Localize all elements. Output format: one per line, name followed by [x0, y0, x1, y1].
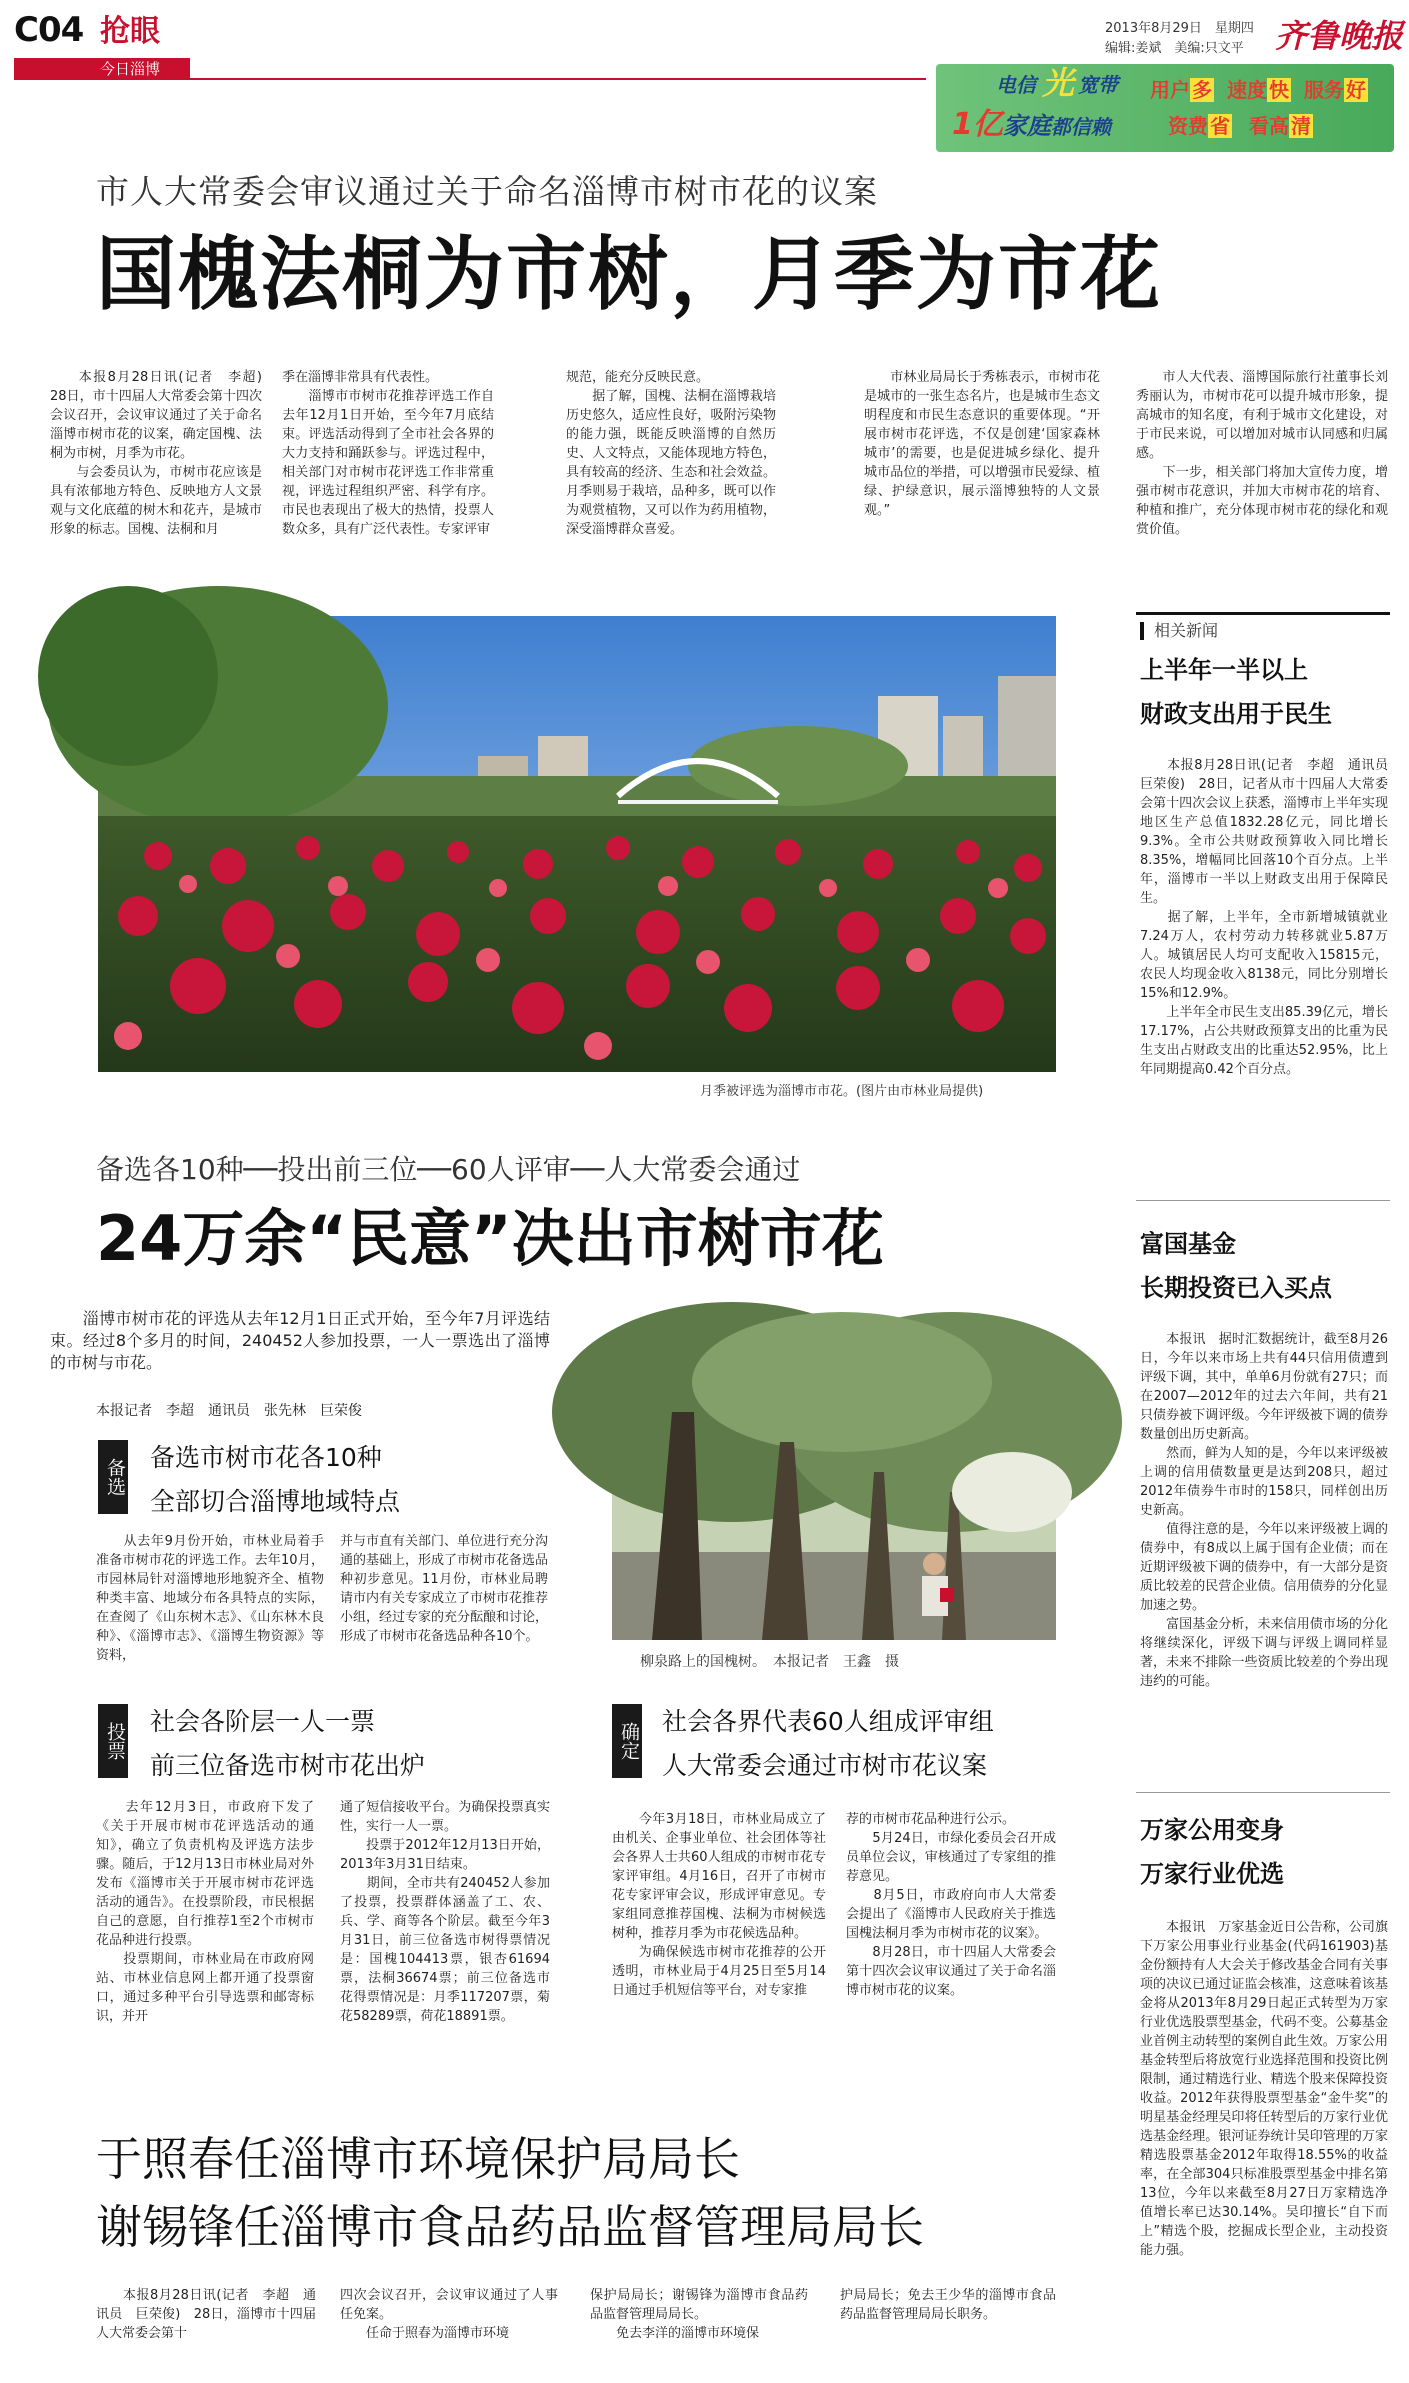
lead-column: 季在淄博非常具有代表性。 淄博市市树市花推荐评选工作自去年12月1日开始，至今年7月底结束。评选活动得到了全市社会各界的大力支持和踊跃参与。评选过程中，相关部门对市树市花评选工作非常重视，评选过程组织严密、科学有序。市民也表现出了极大的热情，投票人数众多，具有广泛代表性。专家评审: [282, 370, 494, 537]
feature-kicker: 备选各10种──投出前三位──60人评审──人大常委会通过: [96, 1153, 801, 1186]
ad-perk-label: 速度: [1226, 78, 1267, 102]
section-title: 抢眼: [100, 14, 160, 49]
rose-garden-photo: [98, 616, 1056, 1072]
section-tag: 确定: [612, 1704, 642, 1778]
personnel-column: 本报8月28日讯(记者 李超 通讯员 巨荣俊) 28日，淄博市十四届人大常委会第十: [96, 2288, 316, 2341]
section-column: 通了短信接收平台。为确保投票真实性，实行一人一票。 投票于2012年12月13日开始，2013年3月31日结束。 期间，全市共有240452人参加了投票，投票群体涵盖了工、农、兵、学、商等各个阶层。截至今年3月31日，前三位备选市树得票情况是：国槐104413票，银杏61694票，法桐36674票；前三位备选市花得票情况是：月季117207票，菊花58289票，荷花18891票。: [340, 1800, 550, 2024]
personnel-column: 保护局局长；谢锡锋为淄博市食品药品监督管理局局长。 免去李洋的淄博市环境保: [590, 2288, 808, 2341]
section-tag: 投票: [98, 1704, 128, 1778]
ad-perk-highlight: 好: [1345, 78, 1366, 102]
sidebar-label: 相关新闻: [1154, 621, 1219, 640]
ad-slogan: [952, 108, 1111, 146]
section-column: 今年3月18日，市林业局成立了由机关、企事业单位、社会团体等社会各界人士共60人组成的市树市花专家评审组。4月16日，召开了市树市花专家评审会议，形成评审意见。专家组同意推荐国槐、法桐为市树候选树种，推荐月季为市花候选品种。 为确保候选市树市花推荐的公开透明，市林业局于4月25日至5月14日通过手机短信等平台，对专家推: [612, 1812, 826, 1998]
section-heading: 全部切合淄博地域特点: [150, 1487, 401, 1516]
telecom-ad-banner[interactable]: [936, 64, 1394, 152]
header-date: 2013年8月29日 星期四: [1105, 21, 1254, 36]
ad-slogan-c: 都信赖: [1050, 115, 1111, 139]
lead-column: 市林业局局长于秀栋表示，市树市花是城市的一张生态名片，也是城市生态文明程度和市民生态意识的重要体现。“开展市树市花评选，不仅是创建‘国家森林城市’的需要，也是促进城乡绿化、提升城市品位的举措，可以增强市民爱绿、植绿、护绿意识，展示淄博独特的人文景观。”: [864, 370, 1100, 518]
lead-column: 规范，能充分反映民意。 据了解，国槐、法桐在淄博栽培历史悠久，适应性良好，吸附污染物的能力强，既能反映淄博的自然历史、人文特点，又能体现地方特色，具有较高的经济、生态和社会效益。月季则易于栽培，品种多，既可以作为观赏植物，又可以作为药用植物，深受淄博群众喜爱。: [566, 370, 776, 537]
sidebar-divider: [1136, 1792, 1390, 1793]
sidebar-story-headline: 上半年一半以上: [1140, 656, 1308, 684]
sidebar-story-body: 本报讯 据时汇数据统计，截至8月26日，今年以来市场上共有44只信用债遭到评级下调，其中，单单6月份就有27只；而在2007—2012年的过去六年间，共有21只债券被下调评级。今年评级被下调的债券数量创出历史新高。 然而，鲜为人知的是，今年以来评级被上调的信用债数量更是达到208只，超过2012年债券牛市时的158只，同样创出历史新高。 值得注意的是，今年以来评级被上调的债券中，有8成以上属于国有企业债；而在近期评级被下调的债券中，有一大部分是资质比较差的民营企业债。信用债券的分化显加速之势。 富国基金分析，未来信用债市场的分化将继续深化，评级下调与评级上调同样显著，未来不排除一些资质比较差的个券出现违约的可能。: [1140, 1332, 1388, 1689]
ad-perk-label: 看高: [1248, 114, 1289, 138]
newspaper-logo: 齐鲁晚报: [1275, 17, 1404, 55]
personnel-headline-1: 于照春任淄博市环境保护局局长: [96, 2132, 740, 2186]
feature-headline: 24万余“民意”决出市树市花: [96, 1202, 884, 1275]
personnel-column: 护局局长；免去王少华的淄博市食品药品监督管理局局长职务。: [840, 2288, 1056, 2322]
section-heading: 人大常委会通过市树市花议案: [662, 1751, 988, 1780]
ad-perk-highlight: 清: [1290, 114, 1311, 138]
section-heading: 前三位备选市树市花出炉: [150, 1751, 426, 1780]
feature-intro: 淄博市树市花的评选从去年12月1日正式开始，至今年7月评选结束。经过8个多月的时间，240452人参加投票，一人一票选出了淄博的市树与市花。: [50, 1309, 550, 1372]
lead-column: 本报8月28日讯(记者 李超) 28日，市十四届人大常委会第十四次会议召开，会议审议通过了关于命名淄博市树市花的议案，确定国槐、法桐为市树，月季为市花。 与会委员认为，市树市花应该是具有浓郁地方特色、反映地方人文景观与文化底蕴的树木和花卉，是城市形象的标志。国槐、法桐和月: [50, 370, 262, 537]
header-rule: [190, 78, 926, 80]
sidebar-divider: [1136, 1200, 1390, 1201]
section-column: 荐的市树市花品种进行公示。 5月24日，市绿化委员会召开成员单位会议，审核通过了专家组的推荐意见。 8月5日，市政府向市人大常委会提出了《淄博市人民政府关于推选国槐法桐月季为市树市花的议案》。 8月28日，市十四届人大常委会第十四次会议审议通过了关于命名淄博市树市花的议案。: [846, 1812, 1056, 1998]
pagoda-tree-photo: [612, 1352, 1056, 1640]
ad-slogan-a: 1亿: [952, 107, 1003, 142]
section-heading: 社会各阶层一人一票: [150, 1707, 376, 1736]
section-heading: 社会各界代表60人组成评审组: [662, 1707, 994, 1736]
ad-perk-highlight: 省: [1210, 114, 1230, 138]
sidebar-story-headline: 长期投资已入买点: [1140, 1274, 1332, 1302]
sidebar-story-headline: 万家公用变身: [1140, 1816, 1284, 1844]
ad-perks-row-1: [1150, 72, 1390, 108]
ad-perks: [1150, 72, 1390, 144]
section-column: 去年12月3日，市政府下发了《关于开展市树市花评选活动的通知》，确立了负责机构及评选方法步骤。随后，于12月13日市林业局对外发布《淄博市关于开展市树市花评选活动的通告》。在投票阶段，市民根据自己的意愿，自行推荐1至2个市树市花品种进行投票。 投票期间，市林业局在市政府网站、市林业信息网上都开通了投票窗口，通过多种平台引导选票和邮寄标识，并开: [96, 1800, 314, 2024]
rose-garden-illustration: [98, 616, 1056, 1072]
feature-byline: 本报记者 李超 通讯员 张先林 巨荣俊: [96, 1403, 362, 1419]
sidebar-story-headline: 万家行业优选: [1140, 1860, 1284, 1888]
section-column: 并与市直有关部门、单位进行充分沟通的基础上，形成了市树市花备选品种初步意见。11月份，市林业局聘请市内有关专家成立了市树市花推荐小组，经过专家的充分酝酿和讨论，形成了市树市花备选品种各10个。: [340, 1534, 549, 1644]
sidebar-story-body: 本报讯 万家基金近日公告称，公司旗下万家公用事业行业基金(代码161903)基金份额持有人大会关于修改基金合同有关事项的决议已通过证监会核准，这意味着该基金将从2013年8月29日起正式转型为万家行业优选股票型基金，代码不变。公募基金业首例主动转型的案例自此生效。万家公用基金转型后将放宽行业选择范围和投资比例限制，通过精选行业、精选个股来保障投资收益。2012年获得股票型基金“金牛奖”的明星基金经理吴印将任转型后的万家行业优选基金经理。银河证券统计吴印管理的万家精选股票基金2012年取得18.55%的收益率，在全部304只标准股票型基金中排名第13位，今年以来截至8月27日万家精选净值增长率已达30.14%。吴印擅长“自下而上”精选个股，挖掘成长型企业，主动投资能力强。: [1140, 1920, 1388, 2258]
ad-perk-highlight: 快: [1268, 78, 1289, 102]
section-column: 从去年9月份开始，市林业局着手准备市树市花的评选工作。去年10月，市园林局针对淄博地形地貌齐全、植物种类丰富、地域分布各具特点的实际，在查阅了《山东树木志》、《山东林木良种》、《淄博市志》、《淄博生物资源》等资料，: [96, 1534, 324, 1663]
ad-brand-top: 电信: [996, 73, 1036, 97]
pagoda-tree-illustration: [612, 1352, 1056, 1640]
ad-perk-label: 资费: [1168, 114, 1208, 138]
section-tag: 备选: [98, 1440, 128, 1514]
sidebar-label-marker: [1140, 622, 1144, 640]
personnel-column: 四次会议召开，会议审议通过了人事任免案。 任命于照春为淄博市环境: [340, 2288, 558, 2341]
pagoda-photo-caption: 柳泉路上的国槐树。 本报记者 王鑫 摄: [640, 1654, 899, 1670]
sidebar-story-headline: 富国基金: [1140, 1230, 1236, 1258]
ad-brand-big: 光: [1042, 64, 1075, 102]
sidebar-story-body: 本报8月28日讯(记者 李超 通讯员 巨荣俊) 28日，记者从市十四届人大常委会第十四次会议上获悉，淄博市上半年实现地区生产总值1832.28亿元，同比增长9.3%。全市公共财政预算收入同比增长8.35%，增幅同比回落10个百分点。上半年，淄博市一半以上财政支出用于保障民生。 据了解，上半年，全市新增城镇就业7.24万人，农村劳动力转移就业5.87万人。城镇居民人均可支配收入15815元，农民人均现金收入8138元，同比分别增长15%和12.9%。 上半年全市民生支出85.39亿元，增长17.17%，占公共财政预算支出的比重为民生支出占财政支出的比重达52.95%，比上年同期提高0.42个百分点。: [1140, 758, 1388, 1077]
ad-perk-label: 用户: [1150, 78, 1190, 102]
section-heading: 备选市树市花各10种: [150, 1443, 382, 1472]
ad-perks-row-2: [1150, 108, 1390, 144]
rose-photo-caption: 月季被评选为淄博市市花。(图片由市林业局提供): [700, 1084, 984, 1099]
sidebar-story-headline: 财政支出用于民生: [1140, 700, 1332, 728]
personnel-headline-2: 谢锡锋任淄博市食品药品监督管理局局长: [96, 2200, 924, 2254]
ad-perk-highlight: 多: [1192, 78, 1212, 102]
subsection-label: 今日淄博: [100, 60, 161, 78]
ad-brand-tail: 宽带: [1078, 73, 1118, 97]
page-number: C04: [14, 10, 84, 50]
lead-kicker: 市人大常委会审议通过关于命名淄博市树市花的议案: [96, 172, 878, 211]
ad-slogan-b: 家庭: [1002, 112, 1051, 140]
sidebar-top-rule: [1136, 612, 1390, 615]
ad-perk-label: 服务: [1303, 78, 1344, 102]
lead-column: 市人大代表、淄博国际旅行社董事长刘秀丽认为，市树市花可以提升城市形象，提高城市的知名度，有利于城市文化建设，对于市民来说，可以增加对城市认同感和归属感。 下一步，相关部门将加大宣传力度，增强市树市花意识，并加大市树市花的培育、种植和推广，充分体现市树市花的绿化和观赏价值。: [1136, 370, 1388, 537]
lead-headline: 国槐法桐为市树，月季为市花: [96, 228, 1162, 321]
header-editors: 编辑:姜斌 美编:只文平: [1105, 41, 1244, 56]
